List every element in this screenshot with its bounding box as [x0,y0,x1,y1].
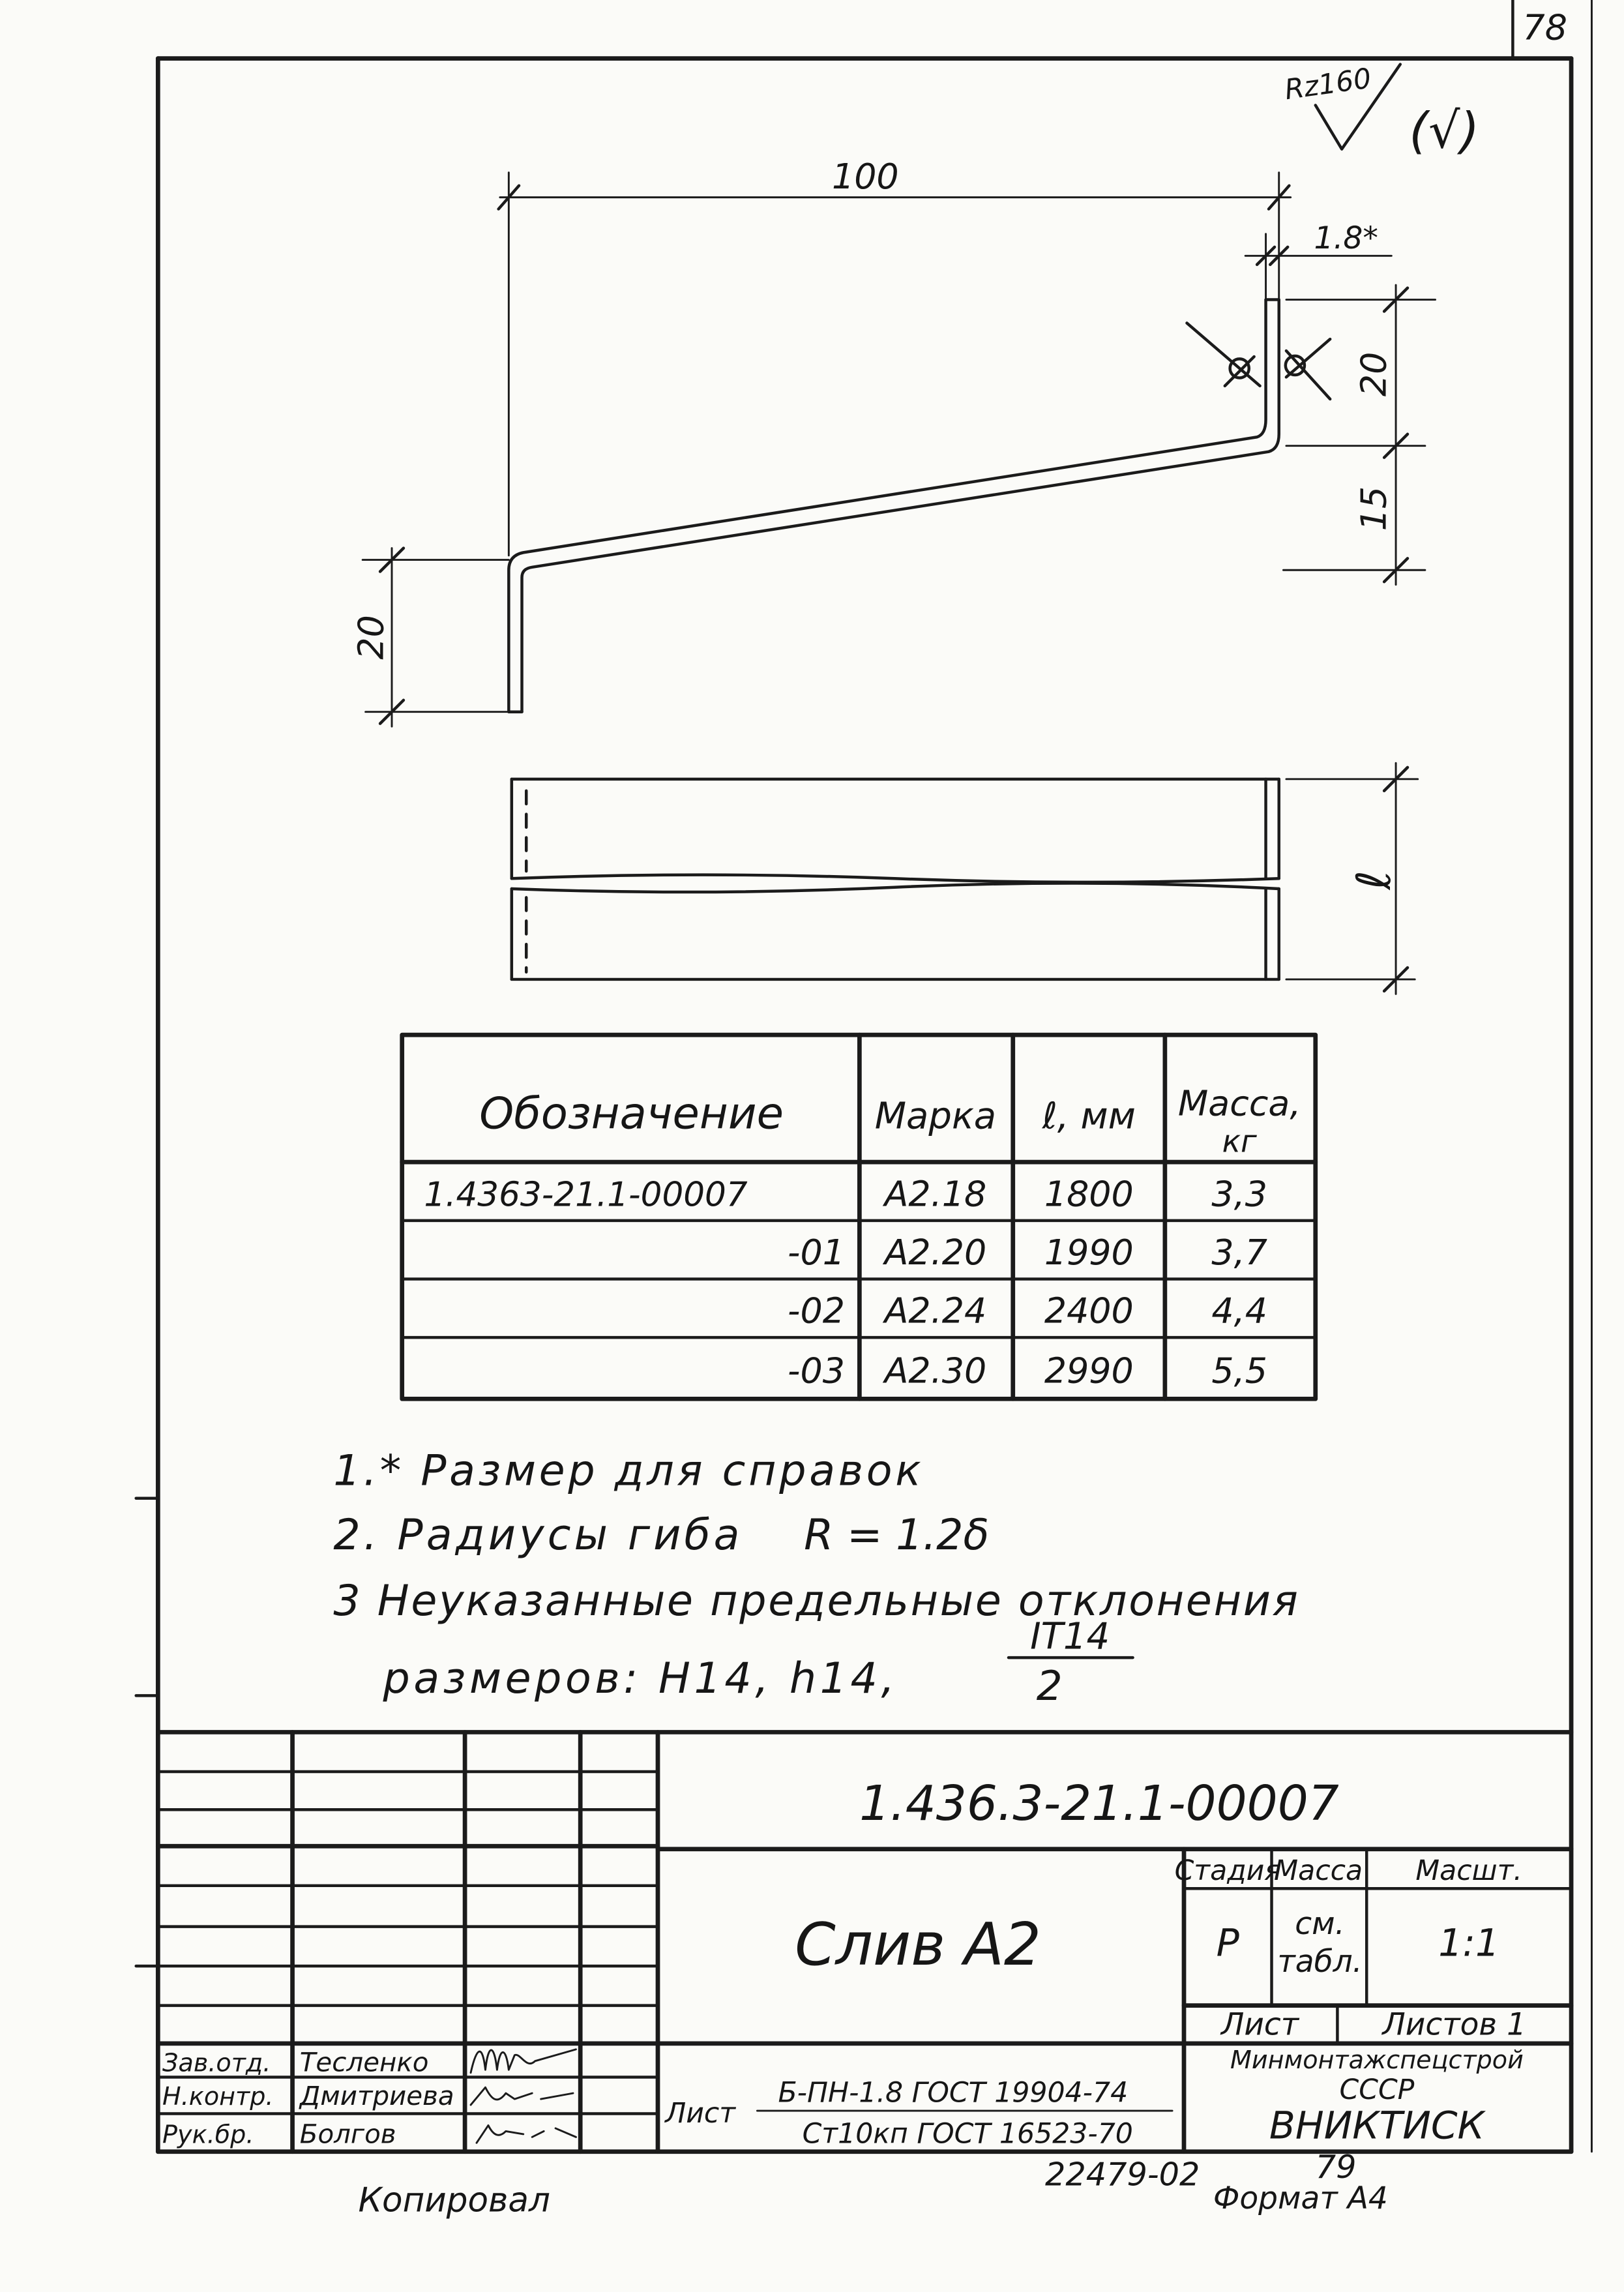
table-cell-designation: -01 [788,1232,845,1273]
table-header-mark: Марка [874,1095,997,1138]
table-cell-length: 1800 [1044,1173,1134,1215]
scale-value: 1:1 [1438,1920,1500,1965]
dimension-text-offset: 15 [1353,486,1395,531]
header-scale: Масшт. [1415,1854,1522,1887]
part-name: Слив А2 [795,1911,1041,1979]
mass-value: см. [1295,1905,1345,1942]
sheet-number: 79 [1315,2148,1357,2186]
table-cell-mark: А2.18 [884,1173,987,1215]
table-cell-mark: А2.20 [884,1232,987,1273]
dimension-text: 1.8* [1314,220,1378,257]
signature-name: Тесленко [299,2047,429,2078]
dimension-text: 20 [350,615,392,660]
archive-number: 22479-02 [1045,2155,1200,2194]
table-cell-mark: А2.30 [884,1350,987,1392]
table-cell-length: 1990 [1044,1232,1134,1273]
material-label: Лист [665,2096,736,2130]
table-header-length: ℓ, мм [1042,1095,1136,1138]
roughness-bracket-symbol: (√) [1409,101,1480,160]
dimension-text-upper-leg: 20 [1353,351,1395,397]
table-cell-length: 2400 [1044,1290,1134,1332]
mass-value-line-2: табл. [1277,1944,1363,1980]
dimension-text: ℓ [1346,870,1402,890]
roughness-value: Rz160 [1282,62,1374,107]
note-3-line-1: 3 Неуказанные предельные отклонения [333,1577,1298,1626]
note-1: 1.* Размер для справок [333,1446,921,1496]
table-cell-mark: А2.24 [884,1290,987,1332]
header-stage: Стадия [1174,1854,1281,1887]
dimension-text: 100 [831,156,899,198]
material-bottom: Ст10кп ГОСТ 16523-70 [802,2117,1133,2151]
table-cell-mass: 3,7 [1211,1232,1267,1273]
table-cell-mass: 5,5 [1211,1350,1267,1392]
paper-format: Формат А4 [1213,2180,1388,2217]
copied-by-label: Копировал [358,2180,550,2220]
table-cell-designation: 1.4363-21.1-00007 [424,1175,748,1215]
note-3-fraction-denominator: 2 [1036,1662,1063,1710]
organization-country: СССР [1339,2074,1415,2107]
material-top: Б-ПН-1.8 ГОСТ 19904-74 [778,2076,1129,2109]
signature-role: Зав.отд. [162,2048,271,2077]
table-cell-designation: -03 [788,1350,845,1392]
note-3-line-2: размеров: H14, h14, [383,1654,895,1703]
table-cell-mass: 3,3 [1211,1173,1267,1215]
table-header-mass-unit: кг [1222,1124,1257,1160]
document-designation: 1.436.3-21.1-00007 [859,1775,1339,1832]
signature-name: Дмитриева [299,2081,454,2112]
organization-institute: ВНИКТИСК [1269,2103,1484,2148]
sheet-label: Лист [1220,2006,1299,2043]
sheets-count: Листов 1 [1382,2006,1527,2043]
table-header-mass: Масса, [1177,1082,1301,1124]
signature-role: Н.контр. [162,2082,274,2111]
header-mass: Масса [1274,1854,1363,1887]
organization-ministry: Минмонтажспецстрой [1230,2046,1524,2075]
signature-name: Болгов [299,2119,396,2150]
table-cell-length: 2990 [1044,1350,1134,1392]
stage-value: Р [1216,1920,1239,1965]
table-cell-mass: 4,4 [1211,1290,1267,1332]
table-header-designation: Обозначение [479,1088,784,1139]
note-3-fraction-numerator: IT14 [1030,1615,1110,1658]
note-2: 2. Радиусы гиба [333,1511,740,1560]
table-cell-designation: -02 [788,1290,845,1332]
note-2-formula: R = 1.2δ [804,1511,990,1560]
page-number: 78 [1522,7,1567,48]
signature-role: Рук.бр. [162,2120,254,2149]
